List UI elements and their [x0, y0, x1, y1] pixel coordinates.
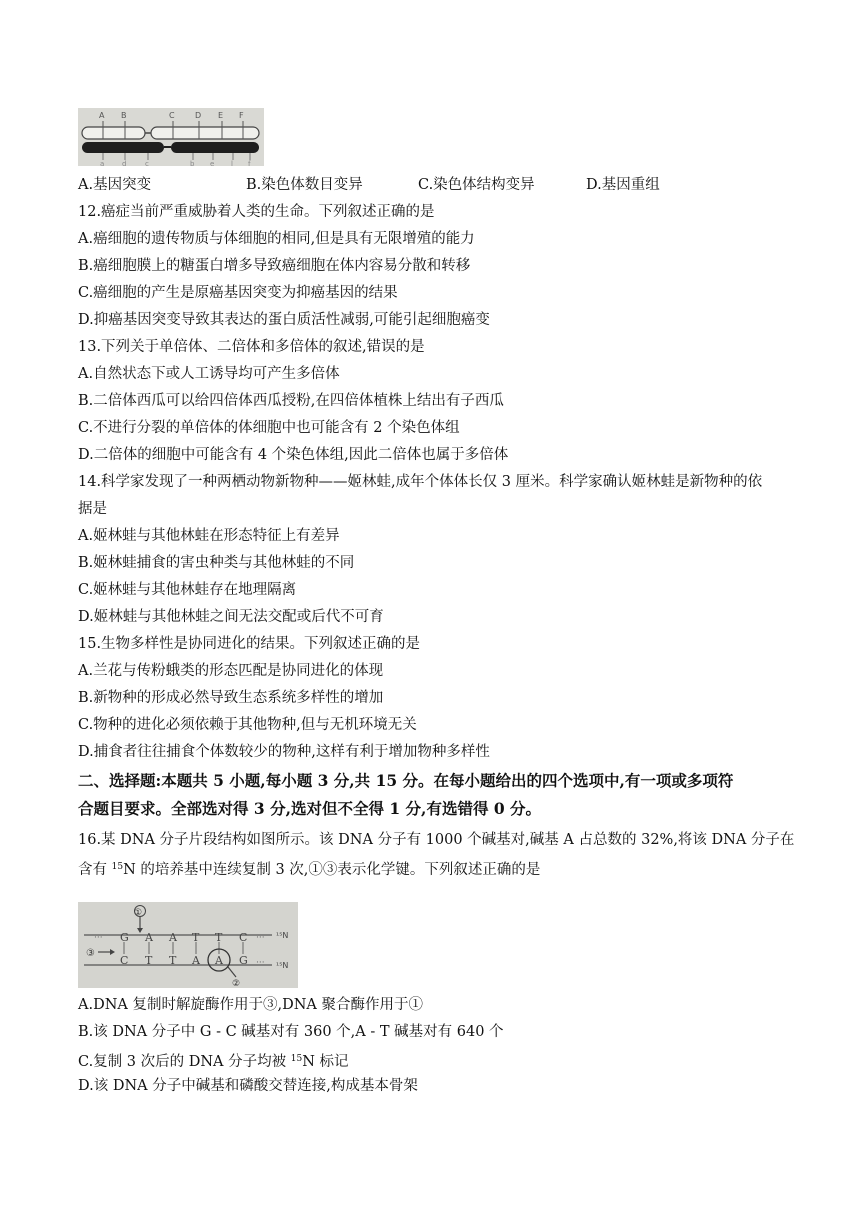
q13-option-d: D.二倍体的细胞中可能含有 4 个染色体组,因此二倍体也属于多倍体 [78, 447, 509, 463]
gene-label-bottom: c [145, 160, 149, 166]
gene-label-top: E [218, 111, 224, 120]
q11-option-c: C.染色体结构变异 [418, 177, 535, 193]
q14-option-d: D.姬林蛙与其他林蛙之间无法交配或后代不可育 [78, 609, 384, 625]
section-heading-line1: 二、选择题:本题共 5 小题,每小题 3 分,共 15 分。在每小题给出的四个选项中,有一项或多项符 [78, 771, 734, 790]
q14-stem-line1: 14.科学家发现了一种两栖动物新物种——姬林蛙,成年个体体长仅 3 厘米。科学家确认姬林蛙是新物种的依 [78, 474, 763, 490]
section-heading-line2: 合题目要求。全部选对得 3 分,选对但不全得 1 分,有选错得 0 分。 [78, 799, 542, 818]
q12-option-a: A.癌细胞的遗传物质与体细胞的相同,但是具有无限增殖的能力 [78, 231, 475, 247]
q16-option-a: A.DNA 复制时解旋酶作用于③,DNA 聚合酶作用于① [78, 997, 423, 1013]
base-bottom: T [169, 954, 177, 967]
q16-option-c-text: C.复制 3 次后的 DNA 分子均被 [78, 1054, 291, 1070]
dna-label-bottom: ② [232, 979, 241, 988]
q16-stem-line1: 16.某 DNA 分子片段结构如图所示。该 DNA 分子有 1000 个碱基对,碱基 A 占总数的 32%,将该 DNA 分子在 [78, 832, 795, 848]
q16-stem-text: N 的培养基中连续复制 3 次,①③表示化学键。下列叙述正确的是 [123, 862, 541, 878]
q12-option-c: C.癌细胞的产生是原癌基因突变为抑癌基因的结果 [78, 285, 398, 301]
base-bottom: A [192, 954, 200, 967]
q13-stem: 13.下列关于单倍体、二倍体和多倍体的叙述,错误的是 [78, 339, 425, 355]
base-bottom: C [120, 954, 129, 967]
q15-stem: 15.生物多样性是协同进化的结果。下列叙述正确的是 [78, 636, 421, 652]
base-bottom: A [215, 954, 223, 967]
gene-label-top: F [239, 111, 244, 120]
q14-option-c: C.姬林蛙与其他林蛙存在地理隔离 [78, 582, 297, 598]
gene-label-bottom: d [122, 160, 127, 166]
dna-label-left: ③ [86, 948, 95, 959]
base-top: A [145, 931, 153, 944]
q13-option-b: B.二倍体西瓜可以给四倍体西瓜授粉,在四倍体植株上结出有子西瓜 [78, 393, 504, 409]
q16-option-b: B.该 DNA 分子中 G - C 碱基对有 360 个,A - T 碱基对有 640 个 [78, 1024, 504, 1040]
q11-option-a: A.基因突变 [78, 177, 152, 193]
gene-label-bottom: f [248, 160, 251, 166]
svg-text:···: ··· [256, 933, 265, 943]
gene-label-bottom: e [210, 160, 215, 166]
gene-label-top: B [121, 111, 127, 120]
gene-label-top: C [169, 111, 175, 120]
base-top: C [239, 931, 248, 944]
base-top: G [120, 931, 129, 944]
q15-option-a: A.兰花与传粉蛾类的形态匹配是协同进化的体现 [78, 663, 384, 679]
gene-label-top: D [195, 111, 202, 120]
gene-label-top: A [99, 111, 105, 120]
q14-option-a: A.姬林蛙与其他林蛙在形态特征上有差异 [78, 528, 340, 544]
gene-label-bottom: a [100, 160, 105, 166]
svg-text:···: ··· [256, 958, 265, 968]
q12-option-d: D.抑癌基因突变导致其表达的蛋白质活性减弱,可能引起细胞癌变 [78, 312, 490, 328]
q12-option-b: B.癌细胞膜上的糖蛋白增多导致癌细胞在体内容易分散和转移 [78, 258, 471, 274]
q14-stem-line2: 据是 [78, 501, 107, 517]
q13-option-c: C.不进行分裂的单倍体的体细胞中也可能含有 2 个染色体组 [78, 420, 460, 436]
q14-option-b: B.姬林蛙捕食的害虫种类与其他林蛙的不同 [78, 555, 355, 571]
gene-label-bottom: b [190, 160, 195, 166]
gene-label-bottom: l [231, 160, 233, 166]
chromosome-figure [78, 108, 264, 166]
isotope-label: ¹⁵N [276, 961, 289, 970]
q16-option-c [78, 1049, 349, 1072]
base-top: T [215, 931, 223, 944]
q16-stem-text: 含有 [78, 862, 112, 878]
q16-option-d: D.该 DNA 分子中碱基和磷酸交替连接,构成基本骨架 [78, 1078, 418, 1094]
svg-text:···: ··· [94, 933, 103, 943]
isotope-superscript: 15 [111, 862, 124, 872]
dna-label-top: ① [134, 908, 143, 918]
q16-option-c-text: N 标记 [302, 1054, 349, 1070]
q12-stem: 12.癌症当前严重威胁着人类的生命。下列叙述正确的是 [78, 204, 435, 220]
base-top: A [169, 931, 177, 944]
isotope-superscript: 15 [290, 1054, 303, 1064]
dna-fragment-figure [78, 902, 298, 988]
q11-option-d: D.基因重组 [586, 177, 660, 193]
q15-option-b: B.新物种的形成必然导致生态系统多样性的增加 [78, 690, 384, 706]
q16-stem-line2 [78, 857, 540, 880]
q15-option-d: D.捕食者往往捕食个体数较少的物种,这样有利于增加物种多样性 [78, 744, 490, 760]
q11-option-b: B.染色体数目变异 [246, 177, 363, 193]
q13-option-a: A.自然状态下或人工诱导均可产生多倍体 [78, 366, 340, 382]
base-bottom: T [145, 954, 153, 967]
q15-option-c: C.物种的进化必须依赖于其他物种,但与无机环境无关 [78, 717, 417, 733]
base-bottom: G [239, 954, 248, 967]
isotope-label: ¹⁵N [276, 931, 289, 940]
base-top: T [192, 931, 200, 944]
